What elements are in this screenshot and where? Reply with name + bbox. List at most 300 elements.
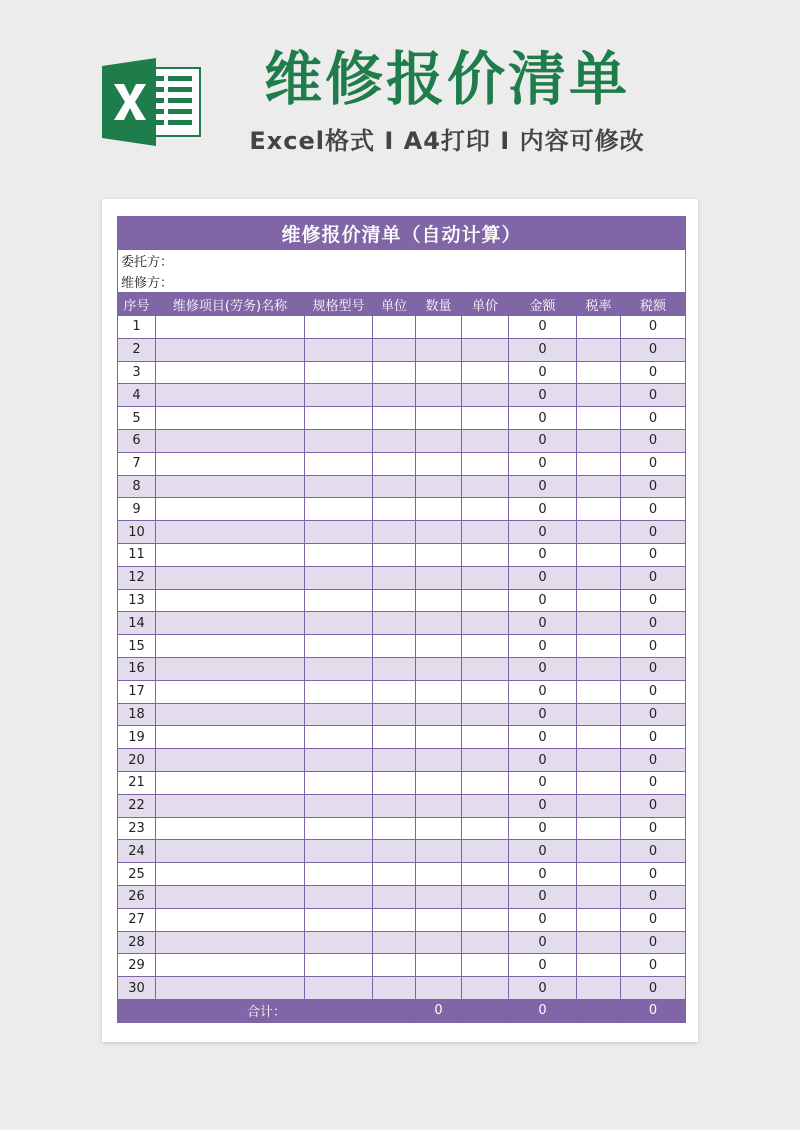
cell-amount[interactable]: 0 — [509, 908, 577, 931]
cell-spec[interactable] — [305, 521, 373, 544]
cell-spec[interactable] — [305, 954, 373, 977]
cell-amount[interactable]: 0 — [509, 931, 577, 954]
cell-tax[interactable]: 0 — [621, 429, 686, 452]
cell-item[interactable] — [156, 680, 305, 703]
cell-price[interactable] — [462, 338, 509, 361]
col-header-tax[interactable]: 税额 — [621, 293, 686, 316]
cell-spec[interactable] — [305, 908, 373, 931]
cell-no[interactable]: 4 — [118, 384, 156, 407]
total-tax[interactable]: 0 — [621, 999, 686, 1022]
cell-tax-rate[interactable] — [577, 361, 621, 384]
total-tax-rate[interactable] — [577, 999, 621, 1022]
repairer-field[interactable]: 维修方： — [118, 271, 686, 293]
cell-tax[interactable]: 0 — [621, 498, 686, 521]
cell-spec[interactable] — [305, 794, 373, 817]
cell-tax-rate[interactable] — [577, 954, 621, 977]
table-row — [118, 338, 686, 361]
cell-amount[interactable]: 0 — [509, 361, 577, 384]
cell-tax-rate[interactable] — [577, 543, 621, 566]
cell-spec[interactable] — [305, 931, 373, 954]
cell-unit[interactable] — [373, 680, 416, 703]
cell-unit[interactable] — [373, 384, 416, 407]
cell-unit[interactable] — [373, 931, 416, 954]
cell-price[interactable] — [462, 908, 509, 931]
cell-quantity[interactable] — [416, 680, 462, 703]
cell-quantity[interactable] — [416, 612, 462, 635]
cell-tax[interactable]: 0 — [621, 771, 686, 794]
cell-unit[interactable] — [373, 316, 416, 339]
client-field[interactable]: 委托方： — [118, 250, 686, 272]
cell-quantity[interactable] — [416, 726, 462, 749]
cell-quantity[interactable] — [416, 521, 462, 544]
cell-unit[interactable] — [373, 589, 416, 612]
col-header-tax-rate[interactable]: 税率 — [577, 293, 621, 316]
cell-price[interactable] — [462, 726, 509, 749]
cell-unit[interactable] — [373, 977, 416, 1000]
cell-tax[interactable]: 0 — [621, 908, 686, 931]
cell-tax-rate[interactable] — [577, 931, 621, 954]
cell-quantity[interactable] — [416, 429, 462, 452]
cell-no[interactable]: 14 — [118, 612, 156, 635]
cell-spec[interactable] — [305, 452, 373, 475]
cell-amount[interactable]: 0 — [509, 543, 577, 566]
cell-spec[interactable] — [305, 635, 373, 658]
cell-item[interactable] — [156, 475, 305, 498]
cell-tax[interactable]: 0 — [621, 566, 686, 589]
cell-tax-rate[interactable] — [577, 908, 621, 931]
cell-no[interactable]: 10 — [118, 521, 156, 544]
cell-amount[interactable]: 0 — [509, 954, 577, 977]
cell-no[interactable]: 23 — [118, 817, 156, 840]
cell-amount[interactable]: 0 — [509, 612, 577, 635]
cell-item[interactable] — [156, 794, 305, 817]
cell-spec[interactable] — [305, 498, 373, 521]
cell-item[interactable] — [156, 498, 305, 521]
cell-price[interactable] — [462, 885, 509, 908]
cell-item[interactable] — [156, 703, 305, 726]
col-header-spec[interactable]: 规格型号 — [305, 293, 373, 316]
cell-no[interactable]: 11 — [118, 543, 156, 566]
cell-tax-rate[interactable] — [577, 726, 621, 749]
cell-quantity[interactable] — [416, 452, 462, 475]
cell-price[interactable] — [462, 657, 509, 680]
cell-tax-rate[interactable] — [577, 749, 621, 772]
cell-no[interactable]: 30 — [118, 977, 156, 1000]
cell-no[interactable]: 26 — [118, 885, 156, 908]
cell-amount[interactable]: 0 — [509, 840, 577, 863]
cell-quantity[interactable] — [416, 566, 462, 589]
cell-amount[interactable]: 0 — [509, 680, 577, 703]
cell-quantity[interactable] — [416, 977, 462, 1000]
cell-spec[interactable] — [305, 840, 373, 863]
cell-price[interactable] — [462, 566, 509, 589]
cell-quantity[interactable] — [416, 817, 462, 840]
cell-item[interactable] — [156, 977, 305, 1000]
cell-amount[interactable]: 0 — [509, 771, 577, 794]
cell-tax[interactable]: 0 — [621, 840, 686, 863]
cell-price[interactable] — [462, 429, 509, 452]
cell-item[interactable] — [156, 657, 305, 680]
cell-unit[interactable] — [373, 817, 416, 840]
cell-price[interactable] — [462, 680, 509, 703]
cell-amount[interactable]: 0 — [509, 726, 577, 749]
cell-price[interactable] — [462, 521, 509, 544]
cell-spec[interactable] — [305, 863, 373, 886]
cell-no[interactable]: 5 — [118, 407, 156, 430]
cell-unit[interactable] — [373, 635, 416, 658]
cell-quantity[interactable] — [416, 703, 462, 726]
cell-item[interactable] — [156, 908, 305, 931]
cell-unit[interactable] — [373, 429, 416, 452]
cell-unit[interactable] — [373, 840, 416, 863]
cell-amount[interactable]: 0 — [509, 863, 577, 886]
cell-tax-rate[interactable] — [577, 885, 621, 908]
cell-quantity[interactable] — [416, 908, 462, 931]
cell-tax[interactable]: 0 — [621, 521, 686, 544]
cell-spec[interactable] — [305, 657, 373, 680]
cell-tax[interactable]: 0 — [621, 452, 686, 475]
total-amount[interactable]: 0 — [509, 999, 577, 1022]
cell-item[interactable] — [156, 931, 305, 954]
cell-amount[interactable]: 0 — [509, 566, 577, 589]
cell-tax-rate[interactable] — [577, 498, 621, 521]
cell-quantity[interactable] — [416, 657, 462, 680]
cell-unit[interactable] — [373, 726, 416, 749]
cell-tax-rate[interactable] — [577, 566, 621, 589]
cell-amount[interactable]: 0 — [509, 749, 577, 772]
cell-no[interactable]: 21 — [118, 771, 156, 794]
cell-unit[interactable] — [373, 863, 416, 886]
cell-spec[interactable] — [305, 361, 373, 384]
cell-unit[interactable] — [373, 338, 416, 361]
cell-tax[interactable]: 0 — [621, 338, 686, 361]
cell-amount[interactable]: 0 — [509, 384, 577, 407]
cell-item[interactable] — [156, 612, 305, 635]
cell-tax-rate[interactable] — [577, 316, 621, 339]
cell-quantity[interactable] — [416, 885, 462, 908]
cell-amount[interactable]: 0 — [509, 977, 577, 1000]
cell-unit[interactable] — [373, 885, 416, 908]
cell-price[interactable] — [462, 817, 509, 840]
cell-item[interactable] — [156, 316, 305, 339]
cell-quantity[interactable] — [416, 384, 462, 407]
cell-unit[interactable] — [373, 566, 416, 589]
cell-tax[interactable]: 0 — [621, 475, 686, 498]
cell-item[interactable] — [156, 863, 305, 886]
table-row — [118, 475, 686, 498]
cell-item[interactable] — [156, 589, 305, 612]
cell-price[interactable] — [462, 361, 509, 384]
cell-quantity[interactable] — [416, 589, 462, 612]
quote-table — [117, 216, 686, 1023]
cell-unit[interactable] — [373, 498, 416, 521]
cell-spec[interactable] — [305, 680, 373, 703]
sheet-title[interactable]: 维修报价清单（自动计算） — [118, 217, 686, 250]
cell-tax-rate[interactable] — [577, 794, 621, 817]
cell-tax[interactable]: 0 — [621, 885, 686, 908]
cell-amount[interactable]: 0 — [509, 338, 577, 361]
cell-amount[interactable]: 0 — [509, 316, 577, 339]
cell-amount[interactable]: 0 — [509, 498, 577, 521]
cell-price[interactable] — [462, 384, 509, 407]
cell-tax[interactable]: 0 — [621, 635, 686, 658]
col-header-amount[interactable]: 金额 — [509, 293, 577, 316]
cell-item[interactable] — [156, 566, 305, 589]
cell-price[interactable] — [462, 452, 509, 475]
cell-item[interactable] — [156, 771, 305, 794]
cell-price[interactable] — [462, 840, 509, 863]
cell-quantity[interactable] — [416, 361, 462, 384]
cell-spec[interactable] — [305, 885, 373, 908]
cell-tax-rate[interactable] — [577, 635, 621, 658]
cell-item[interactable] — [156, 361, 305, 384]
total-quantity[interactable]: 0 — [416, 999, 462, 1022]
cell-no[interactable]: 19 — [118, 726, 156, 749]
cell-tax[interactable]: 0 — [621, 657, 686, 680]
cell-quantity[interactable] — [416, 771, 462, 794]
col-header-item[interactable]: 维修项目(劳务)名称 — [156, 293, 305, 316]
cell-tax-rate[interactable] — [577, 863, 621, 886]
cell-price[interactable] — [462, 589, 509, 612]
cell-tax[interactable]: 0 — [621, 384, 686, 407]
cell-item[interactable] — [156, 635, 305, 658]
cell-tax-rate[interactable] — [577, 338, 621, 361]
cell-quantity[interactable] — [416, 543, 462, 566]
cell-tax-rate[interactable] — [577, 452, 621, 475]
cell-unit[interactable] — [373, 771, 416, 794]
cell-tax-rate[interactable] — [577, 612, 621, 635]
cell-price[interactable] — [462, 703, 509, 726]
cell-item[interactable] — [156, 749, 305, 772]
cell-no[interactable]: 15 — [118, 635, 156, 658]
cell-tax[interactable]: 0 — [621, 954, 686, 977]
cell-amount[interactable]: 0 — [509, 589, 577, 612]
cell-tax[interactable]: 0 — [621, 817, 686, 840]
cell-quantity[interactable] — [416, 794, 462, 817]
cell-tax[interactable]: 0 — [621, 749, 686, 772]
cell-amount[interactable]: 0 — [509, 521, 577, 544]
cell-spec[interactable] — [305, 817, 373, 840]
cell-quantity[interactable] — [416, 749, 462, 772]
cell-tax[interactable]: 0 — [621, 543, 686, 566]
cell-unit[interactable] — [373, 407, 416, 430]
cell-item[interactable] — [156, 817, 305, 840]
cell-spec[interactable] — [305, 703, 373, 726]
cell-no[interactable]: 9 — [118, 498, 156, 521]
cell-price[interactable] — [462, 635, 509, 658]
cell-spec[interactable] — [305, 543, 373, 566]
cell-amount[interactable]: 0 — [509, 794, 577, 817]
cell-item[interactable] — [156, 954, 305, 977]
cell-amount[interactable]: 0 — [509, 452, 577, 475]
table-row — [118, 908, 686, 931]
cell-tax[interactable]: 0 — [621, 612, 686, 635]
cell-unit[interactable] — [373, 521, 416, 544]
cell-tax[interactable]: 0 — [621, 794, 686, 817]
col-header-price[interactable]: 单价 — [462, 293, 509, 316]
cell-no[interactable]: 16 — [118, 657, 156, 680]
cell-quantity[interactable] — [416, 931, 462, 954]
cell-amount[interactable]: 0 — [509, 885, 577, 908]
cell-tax[interactable]: 0 — [621, 726, 686, 749]
cell-tax-rate[interactable] — [577, 703, 621, 726]
cell-tax-rate[interactable] — [577, 840, 621, 863]
cell-tax[interactable]: 0 — [621, 407, 686, 430]
cell-tax[interactable]: 0 — [621, 931, 686, 954]
cell-tax[interactable]: 0 — [621, 589, 686, 612]
cell-no[interactable]: 29 — [118, 954, 156, 977]
cell-price[interactable] — [462, 931, 509, 954]
cell-quantity[interactable] — [416, 635, 462, 658]
cell-price[interactable] — [462, 863, 509, 886]
cell-quantity[interactable] — [416, 498, 462, 521]
cell-item[interactable] — [156, 429, 305, 452]
cell-tax-rate[interactable] — [577, 589, 621, 612]
cell-price[interactable] — [462, 498, 509, 521]
cell-tax[interactable]: 0 — [621, 863, 686, 886]
cell-spec[interactable] — [305, 612, 373, 635]
cell-tax-rate[interactable] — [577, 475, 621, 498]
table-row — [118, 384, 686, 407]
cell-tax-rate[interactable] — [577, 521, 621, 544]
col-header-quantity[interactable]: 数量 — [416, 293, 462, 316]
cell-spec[interactable] — [305, 726, 373, 749]
cell-price[interactable] — [462, 543, 509, 566]
cell-no[interactable]: 24 — [118, 840, 156, 863]
cell-tax-rate[interactable] — [577, 657, 621, 680]
table-row — [118, 635, 686, 658]
table-row — [118, 931, 686, 954]
cell-no[interactable]: 22 — [118, 794, 156, 817]
cell-price[interactable] — [462, 771, 509, 794]
cell-quantity[interactable] — [416, 954, 462, 977]
cell-tax-rate[interactable] — [577, 384, 621, 407]
cell-tax[interactable]: 0 — [621, 316, 686, 339]
cell-amount[interactable]: 0 — [509, 703, 577, 726]
cell-quantity[interactable] — [416, 338, 462, 361]
cell-unit[interactable] — [373, 452, 416, 475]
cell-tax[interactable]: 0 — [621, 361, 686, 384]
cell-spec[interactable] — [305, 384, 373, 407]
cell-amount[interactable]: 0 — [509, 817, 577, 840]
cell-amount[interactable]: 0 — [509, 635, 577, 658]
cell-spec[interactable] — [305, 771, 373, 794]
cell-spec[interactable] — [305, 338, 373, 361]
total-label[interactable]: 合计： — [118, 999, 416, 1022]
cell-unit[interactable] — [373, 543, 416, 566]
cell-no[interactable]: 25 — [118, 863, 156, 886]
cell-no[interactable]: 27 — [118, 908, 156, 931]
cell-no[interactable]: 13 — [118, 589, 156, 612]
cell-no[interactable]: 3 — [118, 361, 156, 384]
cell-spec[interactable] — [305, 589, 373, 612]
cell-spec[interactable] — [305, 566, 373, 589]
table-row — [118, 726, 686, 749]
table-row — [118, 498, 686, 521]
cell-no[interactable]: 7 — [118, 452, 156, 475]
cell-item[interactable] — [156, 885, 305, 908]
cell-tax-rate[interactable] — [577, 429, 621, 452]
cell-tax-rate[interactable] — [577, 680, 621, 703]
cell-no[interactable]: 18 — [118, 703, 156, 726]
cell-tax-rate[interactable] — [577, 977, 621, 1000]
cell-price[interactable] — [462, 749, 509, 772]
cell-unit[interactable] — [373, 657, 416, 680]
table-row — [118, 316, 686, 339]
cell-quantity[interactable] — [416, 316, 462, 339]
cell-price[interactable] — [462, 954, 509, 977]
cell-no[interactable]: 12 — [118, 566, 156, 589]
cell-spec[interactable] — [305, 316, 373, 339]
cell-unit[interactable] — [373, 361, 416, 384]
cell-price[interactable] — [462, 475, 509, 498]
cell-quantity[interactable] — [416, 840, 462, 863]
cell-item[interactable] — [156, 407, 305, 430]
cell-spec[interactable] — [305, 749, 373, 772]
cell-item[interactable] — [156, 521, 305, 544]
cell-item[interactable] — [156, 726, 305, 749]
cell-price[interactable] — [462, 612, 509, 635]
cell-no[interactable]: 17 — [118, 680, 156, 703]
cell-unit[interactable] — [373, 749, 416, 772]
cell-tax[interactable]: 0 — [621, 680, 686, 703]
cell-price[interactable] — [462, 316, 509, 339]
cell-item[interactable] — [156, 543, 305, 566]
cell-spec[interactable] — [305, 977, 373, 1000]
cell-amount[interactable]: 0 — [509, 475, 577, 498]
cell-no[interactable]: 8 — [118, 475, 156, 498]
cell-unit[interactable] — [373, 794, 416, 817]
cell-unit[interactable] — [373, 475, 416, 498]
cell-price[interactable] — [462, 794, 509, 817]
cell-quantity[interactable] — [416, 475, 462, 498]
cell-unit[interactable] — [373, 908, 416, 931]
cell-amount[interactable]: 0 — [509, 407, 577, 430]
cell-spec[interactable] — [305, 475, 373, 498]
cell-item[interactable] — [156, 384, 305, 407]
cell-item[interactable] — [156, 452, 305, 475]
cell-no[interactable]: 1 — [118, 316, 156, 339]
cell-item[interactable] — [156, 338, 305, 361]
col-header-unit[interactable]: 单位 — [373, 293, 416, 316]
cell-spec[interactable] — [305, 407, 373, 430]
cell-no[interactable]: 6 — [118, 429, 156, 452]
cell-unit[interactable] — [373, 703, 416, 726]
cell-price[interactable] — [462, 977, 509, 1000]
cell-spec[interactable] — [305, 429, 373, 452]
cell-tax-rate[interactable] — [577, 407, 621, 430]
cell-no[interactable]: 20 — [118, 749, 156, 772]
cell-item[interactable] — [156, 840, 305, 863]
spreadsheet-page — [102, 199, 698, 1042]
cell-unit[interactable] — [373, 612, 416, 635]
cell-tax-rate[interactable] — [577, 817, 621, 840]
cell-tax[interactable]: 0 — [621, 977, 686, 1000]
cell-quantity[interactable] — [416, 407, 462, 430]
cell-amount[interactable]: 0 — [509, 657, 577, 680]
cell-tax-rate[interactable] — [577, 771, 621, 794]
cell-quantity[interactable] — [416, 863, 462, 886]
cell-price[interactable] — [462, 407, 509, 430]
cell-unit[interactable] — [373, 954, 416, 977]
cell-no[interactable]: 28 — [118, 931, 156, 954]
total-price[interactable] — [462, 999, 509, 1022]
cell-amount[interactable]: 0 — [509, 429, 577, 452]
col-header-no[interactable]: 序号 — [118, 293, 156, 316]
cell-tax[interactable]: 0 — [621, 703, 686, 726]
table-row — [118, 589, 686, 612]
cell-no[interactable]: 2 — [118, 338, 156, 361]
